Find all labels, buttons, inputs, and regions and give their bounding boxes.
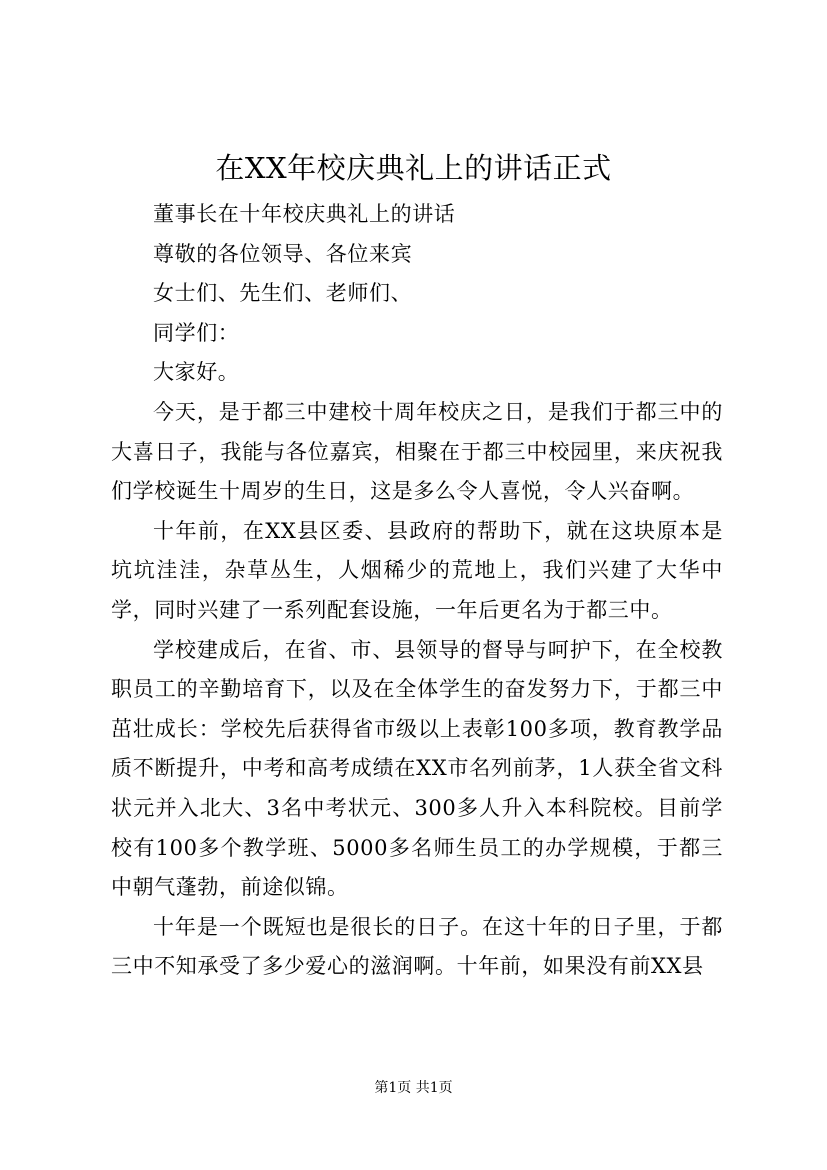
document-body [111,195,723,987]
document-title: 在XX年校庆典礼上的讲话正式 [215,151,612,185]
paragraph: 同学们： [153,320,240,345]
paragraph: 十年前，在XX县区委、县政府的帮助下，就在这块原本是坑坑洼洼，杂草丛生，人烟稀少的荒地上，我们兴建了大华中学，同时兴建了一系列配套设施，一年后更名为于都三中。 [111,518,723,622]
paragraph: 董事长在十年校庆典礼上的讲话 [153,202,456,226]
paragraph: 十年是一个既短也是很长的日子。在这十年的日子里，于都三中不知承受了多少爱心的滋润啊。十年前，如果没有前XX县 [111,914,723,979]
paragraph: 女士们、先生们、老师们、 [153,281,413,306]
paragraph: 大家好。 [153,360,240,385]
page-footer: 第1页 共1页 [374,1080,453,1096]
paragraph: 今天，是于都三中建校十周年校庆之日，是我们于都三中的大喜日子，我能与各位嘉宾，相聚在于都三中校园里，来庆祝我们学校诞生十周岁的生日，这是多么令人喜悦，令人兴奋啊。 [111,399,723,504]
paragraph: 学校建成后，在省、市、县领导的督导与呵护下，在全校教职员工的辛勤培育下，以及在全体学生的奋发努力下，于都三中茁壮成长：学校先后获得省市级以上表彰100多项，教育教学品质不断提升，中考和高考成绩在XX市名列前茅，1人获全省文科状元并入北大、3名中考状元、300多人升入本科院校。目前学校有100多个教学班、5000多名师生员工的办学规模，于都三中朝气蓬勃，前途似锦。 [111,637,723,900]
paragraph: 尊敬的各位领导、各位来宾 [153,241,413,266]
